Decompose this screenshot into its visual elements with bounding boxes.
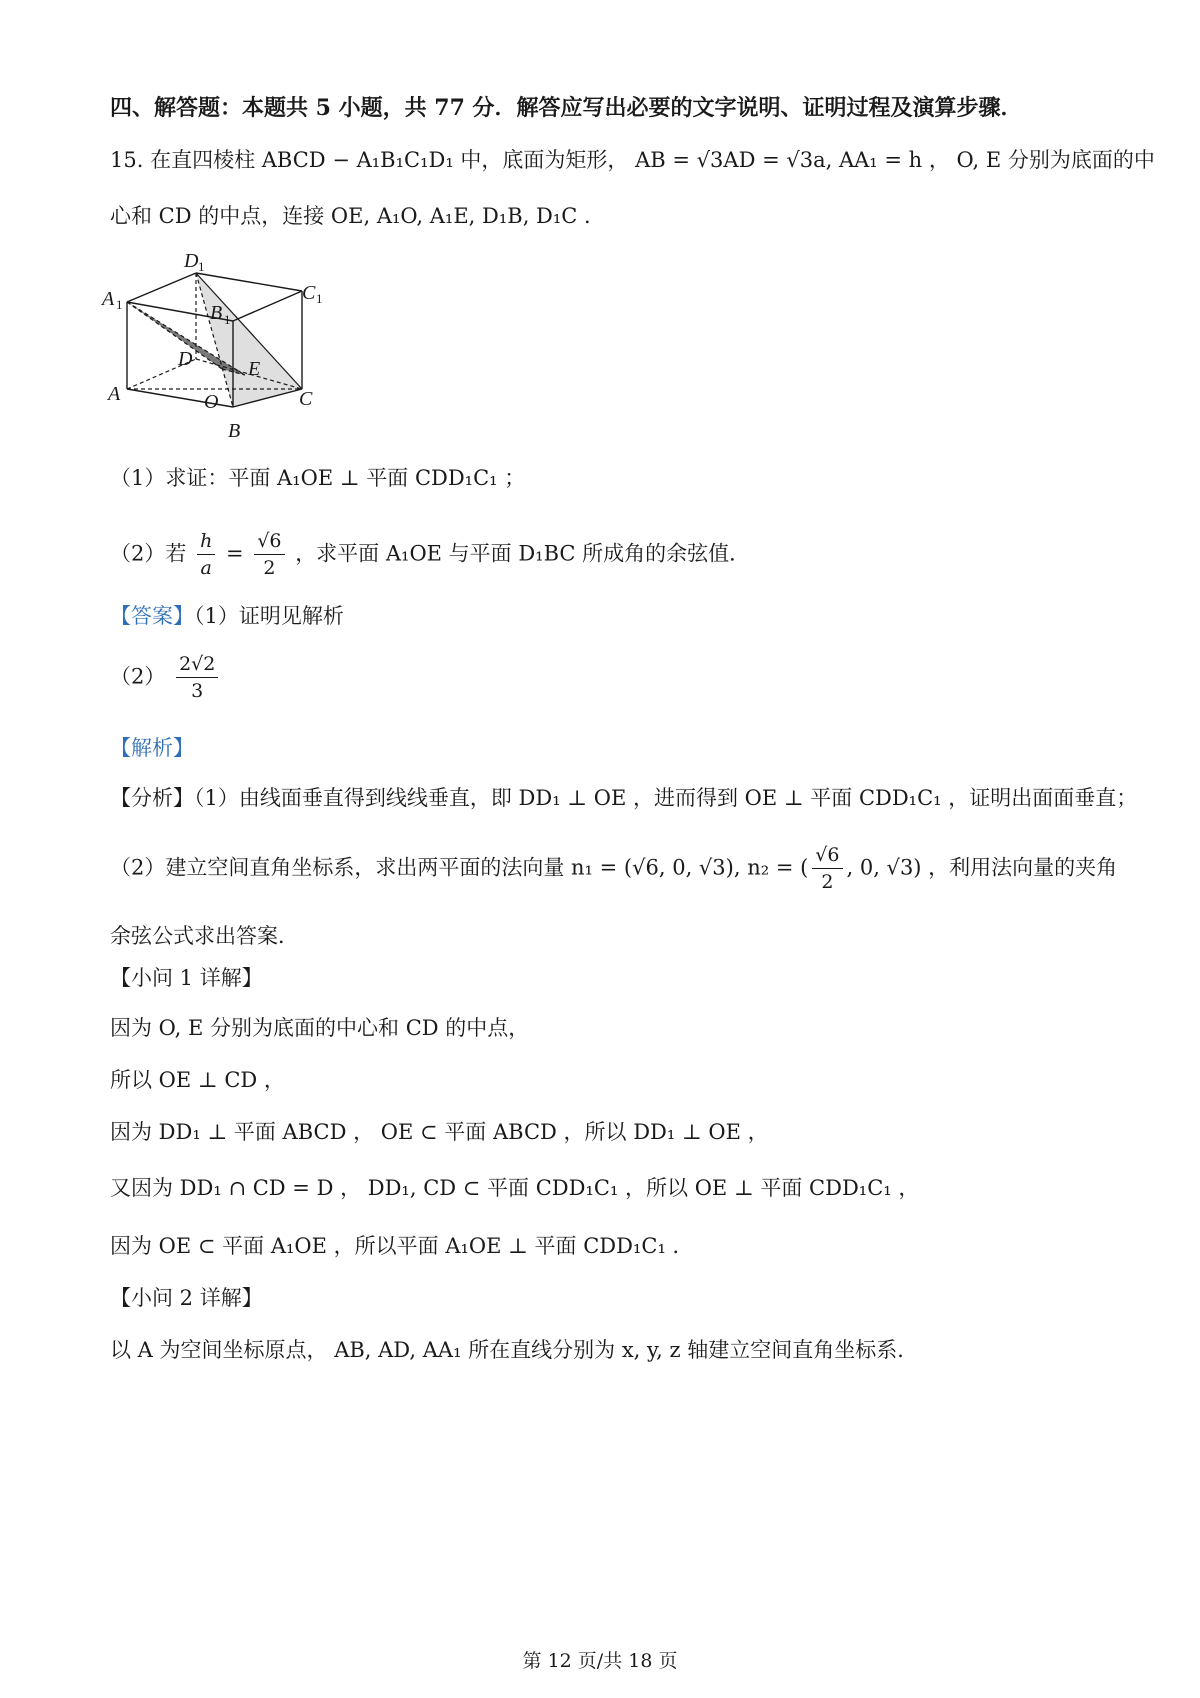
fenxi-frac-num: √6	[812, 846, 842, 869]
q1-detail-line-1: 因为 O, E 分别为底面的中心和 CD 的中点，	[110, 1016, 530, 1040]
q1-detail-tag: 【小问 1 详解】	[110, 966, 263, 990]
answer-line-1	[110, 600, 344, 632]
page-footer: 第 12 页/共 18 页	[522, 1650, 678, 1672]
answer-line-2	[110, 655, 222, 701]
answer-fraction	[176, 655, 218, 701]
q2-suffix: ，求平面 A₁OE 与平面 D₁BC 所成角的余弦值．	[295, 541, 751, 566]
fenxi-line-2-prefix: （2）建立空间直角坐标系，求出两平面的法向量 n₁ = (√6, 0, √3), n₂ = (	[110, 855, 809, 880]
q1-detail-line-4: 又因为 DD₁ ∩ CD = D ， DD₁, CD ⊂ 平面 CDD₁C₁ ，所以 OE ⊥ 平面 CDD₁C₁ ，	[110, 1176, 920, 1200]
frac-r-den: 2	[263, 557, 276, 579]
q2-detail-tag: 【小问 2 详解】	[110, 1286, 263, 1310]
question-1: （1）求证：平面 A₁OE ⊥ 平面 CDD₁C₁ ；	[110, 466, 526, 490]
label-a: A	[108, 383, 121, 405]
fraction-h-over-a	[197, 532, 215, 578]
fenxi-frac-den: 2	[821, 871, 834, 893]
label-c1-sub: 1	[316, 291, 323, 306]
problem-line-1: 15. 在直四棱柱 ABCD − A₁B₁C₁D₁ 中，底面为矩形， AB = √3AD = √3a, AA₁ = h ， O, E 分别为底面的中	[110, 148, 1155, 172]
label-c: C	[299, 388, 313, 410]
label-o: O	[204, 391, 219, 413]
q2-prefix: （2）若	[110, 541, 187, 566]
answer-part-1: （1）证明见解析	[194, 604, 344, 628]
frac-h-num: h	[197, 532, 215, 555]
label-b1: B	[210, 302, 223, 324]
fenxi-line-1: 【分析】（1）由线面垂直得到线线垂直，即 DD₁ ⊥ OE ，进而得到 OE ⊥ 平面 CDD₁C₁ ，证明出面面垂直；	[110, 786, 1138, 810]
q1-detail-line-5: 因为 OE ⊂ 平面 A₁OE ，所以平面 A₁OE ⊥ 平面 CDD₁C₁ ．	[110, 1234, 694, 1258]
problem-line-2: 心和 CD 的中点，连接 OE, A₁O, A₁E, D₁B, D₁C ．	[110, 204, 606, 228]
q1-detail-line-3: 因为 DD₁ ⊥ 平面 ABCD ， OE ⊂ 平面 ABCD ，所以 DD₁ ⊥ OE ，	[110, 1120, 769, 1144]
fenxi-line-2-suffix: , 0, √3) ，利用法向量的夹角	[846, 855, 1118, 880]
frac-r-num: √6	[254, 532, 284, 555]
label-a1: A	[102, 288, 115, 310]
label-b1-sub: 1	[224, 312, 231, 327]
question-2	[110, 532, 750, 578]
label-d: D	[178, 348, 193, 370]
label-b: B	[228, 420, 241, 442]
label-e: E	[248, 358, 261, 380]
answer-frac-den: 3	[191, 680, 204, 702]
analysis-tag: 【解析】	[110, 736, 194, 760]
fenxi-fraction	[812, 846, 842, 892]
answer-part-2-prefix: （2）	[110, 664, 166, 689]
fenxi-line-2	[110, 846, 1117, 892]
q1-detail-line-2: 所以 OE ⊥ CD ，	[110, 1068, 285, 1092]
plane-d1bc	[196, 273, 302, 407]
section-heading: 四、解答题：本题共 5 小题，共 77 分．解答应写出必要的文字说明、证明过程及演算步骤．	[110, 95, 1023, 121]
answer-frac-num: 2√2	[176, 655, 218, 678]
answer-tag: 【答案】	[110, 604, 194, 628]
prism-figure	[100, 245, 340, 445]
q2-eq: =	[226, 541, 244, 566]
label-c1: C	[302, 282, 316, 304]
label-d1-sub: 1	[198, 259, 205, 274]
frac-h-den: a	[200, 557, 212, 579]
fraction-sqrt6-over-2	[254, 532, 284, 578]
fenxi-line-3: 余弦公式求出答案．	[110, 924, 299, 948]
label-a1-sub: 1	[116, 297, 123, 312]
label-d1: D	[184, 250, 199, 272]
q2-detail-line-1: 以 A 为空间坐标原点， AB, AD, AA₁ 所在直线分别为 x, y, z 轴建立空间直角坐标系．	[110, 1338, 919, 1362]
